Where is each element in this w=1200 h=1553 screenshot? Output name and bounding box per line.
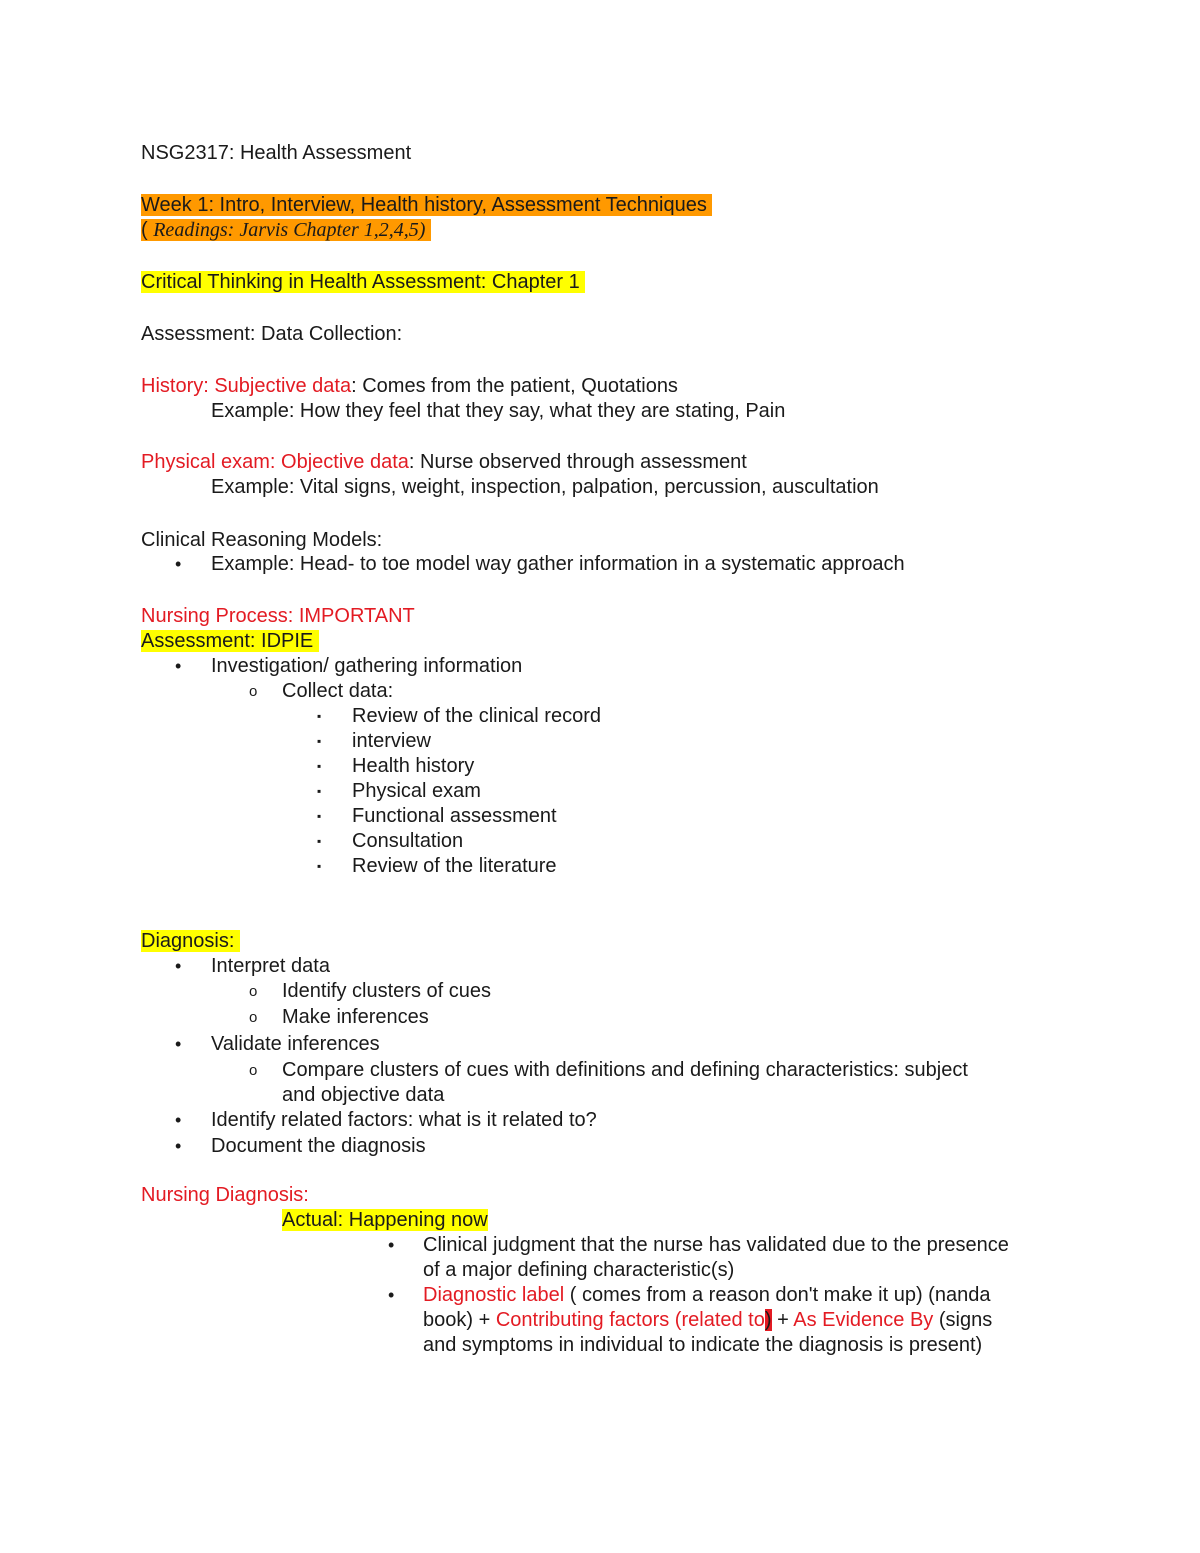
physical-example: Example: Vital signs, weight, inspection, palpation, percussion, auscultation [211, 476, 879, 498]
validate-item: Validate inferences [211, 1033, 380, 1055]
week-heading-text: Week 1: Intro, Interview, Health history, Assessment Techniques [141, 194, 707, 216]
bullet-disc-icon: • [175, 656, 182, 676]
bullet-square-icon: ▪ [317, 834, 322, 848]
bullet-disc-icon: • [388, 1285, 395, 1305]
bullet-disc-icon: • [175, 554, 182, 574]
critical-thinking-heading [141, 270, 585, 295]
week-heading [141, 193, 712, 218]
history-text: : Comes from the patient, Quotations [351, 375, 678, 397]
clinical-judgment-line1: Clinical judgment that the nurse has validated due to the presence [423, 1234, 1009, 1256]
diagnosis-heading [141, 929, 240, 954]
readings-pad [425, 219, 431, 241]
bullet-disc-icon: • [175, 1110, 182, 1130]
as-evidence-by-text: As Evidence By [793, 1309, 934, 1331]
doc-title: NSG2317: Health Assessment [141, 142, 412, 164]
bullet-square-icon: ▪ [317, 859, 322, 873]
collect-list-item: Health history [352, 755, 475, 777]
interpret-item: Interpret data [211, 955, 330, 977]
book-text: book) + [423, 1309, 496, 1331]
highlighted-paren: ) [764, 1309, 772, 1331]
assessment-idpie-text: Assessment: IDPIE [141, 630, 314, 652]
bullet-square-icon: ▪ [317, 734, 322, 748]
related-factors-item: Identify related factors: what is it related to? [211, 1109, 597, 1131]
readings-line [141, 218, 431, 243]
collect-list-item: Review of the literature [352, 855, 557, 877]
diagnosis-heading-text: Diagnosis: [141, 930, 235, 952]
bullet-square-icon: ▪ [317, 709, 322, 723]
bullet-disc-icon: • [175, 956, 182, 976]
investigation-item: Investigation/ gathering information [211, 655, 523, 677]
collect-list-item: Consultation [352, 830, 464, 852]
collect-list-item: interview [352, 730, 431, 752]
actual-heading-text: Actual: Happening now [282, 1209, 488, 1231]
diagnostic-label-line2 [423, 1308, 992, 1333]
compare-item-line1: Compare clusters of cues with definitions and defining characteristics: subject [282, 1059, 968, 1081]
nursing-diagnosis-heading: Nursing Diagnosis: [141, 1184, 309, 1206]
diagnostic-label-line3: and symptoms in individual to indicate the diagnosis is present) [423, 1334, 983, 1356]
collect-list-item: Review of the clinical record [352, 705, 601, 727]
diagnosis-heading-pad [234, 930, 240, 952]
physical-label: Physical exam: Objective data [141, 451, 409, 473]
bullet-disc-icon: • [175, 1136, 182, 1156]
bullet-circle-icon: o [249, 1009, 258, 1026]
plus-text: + [771, 1309, 794, 1331]
history-label: History: Subjective data [141, 375, 352, 397]
contributing-factors-text: Contributing factors (related to [495, 1309, 765, 1331]
identify-item: Identify clusters of cues [282, 980, 491, 1002]
inferences-item: Make inferences [282, 1006, 429, 1028]
signs-text: (signs [933, 1309, 993, 1331]
collect-list-item: Physical exam [352, 780, 481, 802]
assessment-idpie-pad [313, 630, 319, 652]
readings-open: ( [141, 219, 154, 241]
collect-data-item: Collect data: [282, 680, 394, 702]
assessment-collection-heading: Assessment: Data Collection: [141, 323, 403, 345]
bullet-circle-icon: o [249, 983, 258, 1000]
week-heading-pad [707, 194, 713, 216]
document-diagnosis-item: Document the diagnosis [211, 1135, 426, 1157]
bullet-square-icon: ▪ [317, 784, 322, 798]
critical-thinking-pad [580, 271, 586, 293]
diagnostic-label-text: Diagnostic label [423, 1284, 565, 1306]
bullet-disc-icon: • [175, 1034, 182, 1054]
nursing-process-heading: Nursing Process: IMPORTANT [141, 605, 415, 627]
collect-list-item: Functional assessment [352, 805, 557, 827]
clinical-reasoning-bullet: Example: Head- to toe model way gather information in a systematic approach [211, 553, 905, 575]
clinical-judgment-line2: of a major defining characteristic(s) [423, 1259, 735, 1281]
physical-text: : Nurse observed through assessment [408, 451, 747, 473]
critical-thinking-text: Critical Thinking in Health Assessment: Chapter 1 [141, 271, 580, 293]
bullet-square-icon: ▪ [317, 759, 322, 773]
bullet-disc-icon: • [388, 1235, 395, 1255]
assessment-idpie [141, 629, 319, 654]
history-line [141, 374, 678, 399]
physical-line [141, 450, 747, 475]
clinical-reasoning-heading: Clinical Reasoning Models: [141, 529, 383, 551]
history-example: Example: How they feel that they say, what they are stating, Pain [211, 400, 786, 422]
diagnostic-label-rest: ( comes from a reason don't make it up) (nanda [564, 1284, 991, 1306]
compare-item-line2: and objective data [282, 1084, 445, 1106]
bullet-circle-icon: o [249, 683, 258, 700]
readings-text: Readings: Jarvis Chapter 1,2,4,5) [153, 219, 426, 241]
bullet-circle-icon: o [249, 1062, 258, 1079]
bullet-square-icon: ▪ [317, 809, 322, 823]
actual-heading [282, 1208, 488, 1233]
diagnostic-label-line1 [423, 1283, 990, 1308]
